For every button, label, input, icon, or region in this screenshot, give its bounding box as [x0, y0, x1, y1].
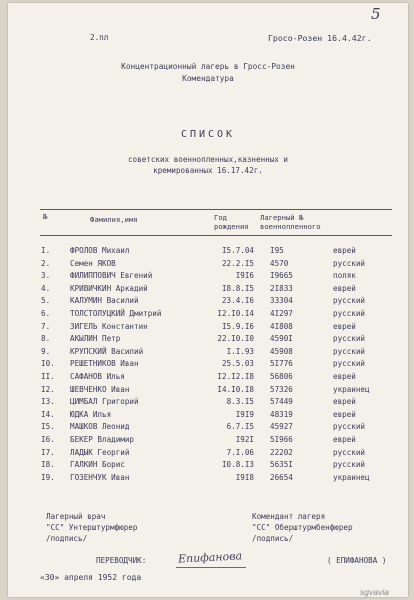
table-row [8, 259, 408, 272]
row-camp-number: 4I808 [270, 321, 293, 331]
row-birth-date: 8.3.I5 [226, 397, 254, 407]
row-number: I9. [41, 472, 55, 482]
row-number: I4. [41, 409, 55, 419]
row-name: АКЫЛИН Петр [70, 334, 121, 344]
row-name: ЮДКА Илья [70, 409, 112, 419]
commandant-title: Комендант лагеря [252, 512, 326, 521]
subtitle-line-1: советских военнопленных,казненных и [127, 155, 288, 164]
row-camp-number: 57449 [270, 397, 293, 407]
row-birth-date: I8.8.I5 [221, 283, 254, 293]
camp-doctor-title: Лагерный врач [46, 512, 106, 521]
translator-label: ПЕРЕВОДЧИК: [96, 556, 147, 565]
row-birth-date: I92I [235, 434, 254, 444]
header-line-1: Концентрационный лагерь в Гросс-Розен [121, 62, 295, 71]
row-nationality: русский [333, 296, 366, 306]
row-camp-number: 4590I [270, 334, 293, 344]
row-birth-date: I0.8.I3 [221, 460, 254, 470]
row-camp-number: 56806 [270, 371, 293, 381]
row-number: 2. [41, 258, 51, 268]
row-name: КРИВИЧКИН Аркадий [70, 283, 148, 293]
row-birth-date: I5.9.I6 [221, 321, 254, 331]
row-camp-number: 48319 [270, 409, 293, 419]
col-header-year-sub: рождения [214, 222, 249, 231]
watermark: sgvavia [360, 587, 389, 597]
row-nationality: еврей [333, 283, 356, 293]
row-number: I7. [41, 447, 55, 457]
row-birth-date: I.I.93 [226, 346, 254, 356]
document-title: СПИСОК [180, 129, 236, 140]
row-birth-date: 6.7.I5 [226, 422, 254, 432]
row-nationality: поляк [333, 271, 356, 281]
table-row [8, 309, 408, 322]
translator-handwritten-signature: Епифанова [177, 549, 243, 566]
row-number: I2. [41, 384, 55, 394]
row-nationality: украинец [333, 472, 370, 482]
row-camp-number: 5635I [270, 460, 293, 470]
row-camp-number: 2I833 [270, 283, 293, 293]
row-name: ЗИГЕЛЬ Константин [70, 321, 148, 331]
row-camp-number: 45908 [270, 346, 293, 356]
row-number: 4. [41, 283, 51, 293]
row-birth-date: 22.I0.I0 [217, 334, 254, 344]
row-name: ГАЛКИН Борис [70, 460, 125, 470]
row-birth-date: 23.4.I6 [221, 296, 254, 306]
row-nationality: еврей [333, 246, 356, 255]
commandant-rank: "СС" Оберштурмбенфюрер [252, 523, 353, 532]
row-name: КАЛУМИН Василий [70, 296, 139, 306]
row-name: ФИЛИППОВИЧ Евгений [70, 271, 153, 281]
table-row [8, 410, 408, 423]
row-number: 5. [41, 296, 51, 306]
table-row [8, 448, 408, 461]
row-camp-number: 5I776 [270, 359, 293, 369]
row-nationality: еврей [333, 434, 356, 444]
table-row [8, 435, 408, 448]
row-birth-date: I9I6 [235, 271, 254, 281]
row-camp-number: 45927 [270, 422, 293, 432]
row-name: ШЕВЧЕНКО Иван [70, 384, 130, 394]
col-header-camp-number: Лагерный № [260, 213, 304, 222]
row-birth-date: I9I9 [235, 409, 254, 419]
row-camp-number: 57326 [270, 384, 293, 394]
row-number: I8. [41, 460, 55, 470]
row-nationality: русский [333, 334, 366, 344]
page-number: 2.пл [90, 33, 109, 42]
camp-doctor-rank: "СС" Унтерштурмфюрер [46, 523, 138, 532]
row-number: I3. [41, 397, 55, 407]
row-name: МАШКОВ Леонид [70, 422, 130, 432]
row-number: I6. [41, 434, 55, 444]
subtitle-line-2: кремированных 16.17.42г. [153, 166, 263, 175]
row-birth-date: I4.I0.I8 [217, 384, 254, 394]
row-nationality: еврей [333, 371, 356, 381]
row-number: I. [41, 246, 51, 255]
row-number: I0. [41, 359, 55, 369]
table-row [8, 385, 408, 398]
row-nationality: русский [333, 258, 366, 268]
row-name: КРУПСКИЙ Василий [70, 346, 144, 356]
row-number: 3. [41, 271, 51, 281]
table-row [8, 284, 408, 297]
col-header-camp-number-sub: военнопленного [260, 222, 321, 231]
row-number: 7. [41, 321, 51, 331]
row-nationality: русский [333, 447, 366, 457]
place-date: Гросо-Розен 16.4.42г. [268, 33, 372, 43]
row-number: 8. [41, 334, 51, 344]
row-nationality: русский [333, 346, 366, 356]
table-row [8, 372, 408, 385]
camp-doctor-signature: /подпись/ [46, 534, 88, 543]
table-row [8, 322, 408, 335]
col-header-name: Фамилия,имя [90, 215, 138, 224]
row-number: 6. [41, 308, 51, 318]
commandant-signature: /подпись/ [252, 534, 294, 543]
row-nationality: русский [333, 460, 366, 470]
table-row [8, 271, 408, 284]
table-row [8, 246, 408, 259]
row-nationality: украинец [333, 384, 370, 394]
header-line-2: Комендатура [182, 74, 234, 83]
row-camp-number: 4570 [270, 258, 289, 268]
table-row [8, 347, 408, 360]
row-camp-number: 5I966 [270, 434, 293, 444]
row-nationality: русский [333, 308, 366, 318]
row-nationality: еврей [333, 409, 356, 419]
row-name: Семен ЯКОВ [70, 258, 116, 268]
row-camp-number: 26654 [270, 472, 293, 482]
row-camp-number: 22202 [270, 447, 293, 457]
row-camp-number: 4I297 [270, 308, 293, 318]
row-birth-date: I5.7.04 [221, 246, 254, 255]
row-number: II. [41, 371, 55, 381]
table-row [8, 422, 408, 435]
row-name: САФАНОВ Илья [70, 371, 125, 381]
table-row [8, 460, 408, 473]
row-nationality: русский [333, 359, 366, 369]
table-row [8, 296, 408, 309]
row-camp-number: I95 [270, 246, 284, 255]
table-header-rule [40, 235, 392, 236]
table-row [8, 473, 408, 486]
row-camp-number: 33304 [270, 296, 293, 306]
row-name: РЕШЕТНИКОВ Иван [70, 359, 139, 369]
row-name: ЦИМБАЛ Григорий [70, 397, 139, 407]
row-birth-date: 22.2.I5 [221, 258, 254, 268]
row-nationality: русский [333, 422, 366, 432]
col-header-year: Год [214, 213, 227, 222]
document-page [8, 3, 408, 597]
row-camp-number: I9665 [270, 271, 293, 281]
handwritten-page-number: 5 [371, 5, 381, 23]
table-row [8, 397, 408, 410]
table-row [8, 334, 408, 347]
translator-name: ( ЕПИФАНОВА ) [327, 556, 387, 565]
signature-underline [176, 567, 246, 568]
row-nationality: еврей [333, 321, 356, 331]
row-number: I5. [41, 422, 55, 432]
translation-date: «30» апреля 1952 года [40, 573, 142, 582]
prisoner-list [8, 246, 408, 485]
row-name: ЛАДЫК Георгий [70, 447, 130, 457]
row-birth-date: 25.5.03 [221, 359, 254, 369]
table-row [8, 359, 408, 372]
table-top-rule [40, 209, 392, 210]
row-birth-date: I2.I0.I4 [217, 308, 254, 318]
row-number: 9. [41, 346, 51, 356]
row-name: ТОЛСТОЛУЦКИЙ Дмитрий [70, 308, 162, 318]
row-birth-date: I2.I2.I8 [217, 371, 254, 381]
row-birth-date: I9I8 [235, 472, 254, 482]
row-name: ГОЗЕНЧУК Иван [70, 472, 130, 482]
row-birth-date: 7.I.06 [226, 447, 254, 457]
row-name: БЕКЕР Владимир [70, 434, 135, 444]
row-nationality: еврей [333, 397, 356, 407]
row-name: ФРОЛОВ Михаил [70, 246, 130, 255]
col-header-number: № [43, 212, 48, 221]
